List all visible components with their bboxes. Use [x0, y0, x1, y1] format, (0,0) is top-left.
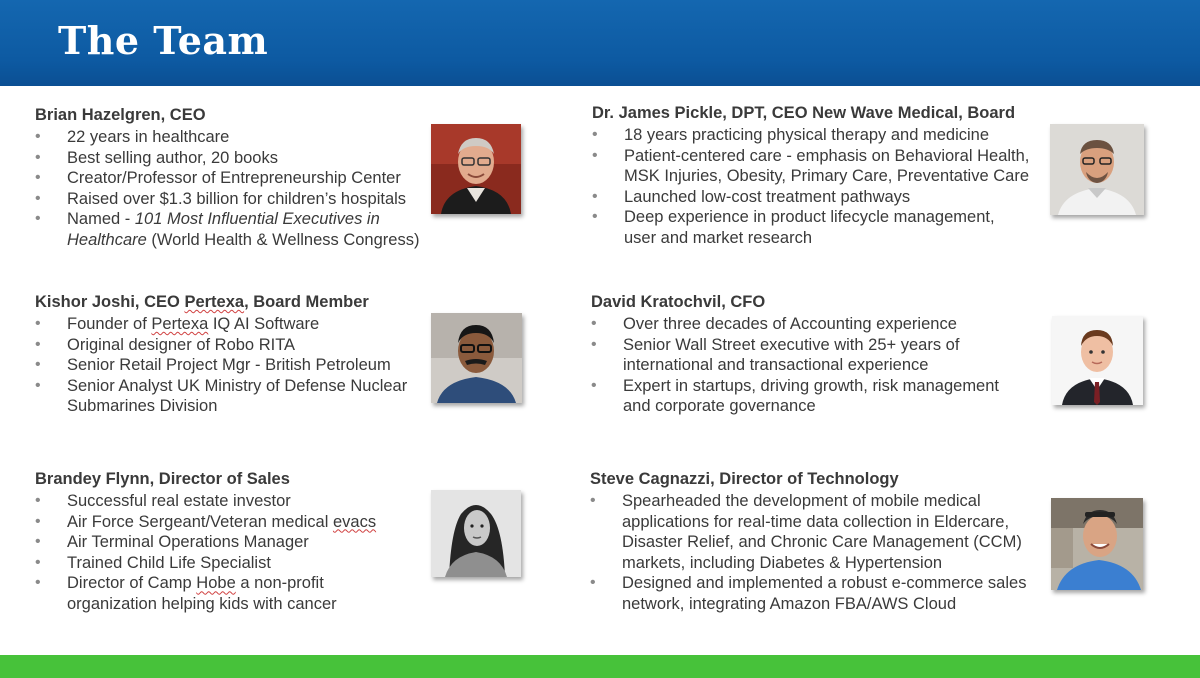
bullet-term: evacs — [332, 512, 377, 531]
bullet-text-cont: user and market research — [624, 228, 813, 247]
bullet-item: • Trained Child Life Specialist — [35, 553, 435, 574]
bullet-text: Named - — [67, 210, 135, 229]
bullet-text-cont: Submarines Division — [67, 397, 218, 416]
bullet-item — [592, 146, 1052, 187]
team-member-brian — [35, 106, 435, 251]
member-bullets — [35, 314, 435, 417]
bullet-text: Deep experience in product lifecycle management, — [624, 208, 995, 227]
member-bullets — [35, 127, 435, 251]
bullet-text: Expert in startups, driving growth, risk management — [623, 376, 999, 395]
bullet-text-cont: international and transactional experience — [623, 356, 929, 375]
bullet-item: • Creator/Professor of Entrepreneurship Center — [35, 168, 435, 189]
name-role: , Board Member — [244, 293, 369, 311]
bullet-text-cont: network, integrating Amazon FBA/AWS Cloud — [622, 594, 957, 613]
portrait-man-blue-shirt-icon — [1051, 498, 1143, 590]
bullet-text: IQ AI Software — [208, 315, 320, 333]
bullet-text-cont: markets, including Diabetes & Hypertension — [622, 553, 943, 572]
bullet-item: • Launched low-cost treatment pathways — [592, 187, 1052, 208]
member-bullets — [592, 125, 1052, 249]
member-name: Brian Hazelgren, CEO — [35, 106, 206, 124]
portrait-man-suit-icon — [1052, 316, 1143, 405]
member-name: Steve Cagnazzi, Director of Technology — [590, 470, 899, 488]
bullet-text: Director of Camp — [67, 574, 197, 593]
member-name: Dr. James Pickle, DPT, CEO New Wave Medical, Board — [592, 104, 1016, 122]
bullet-item — [590, 573, 1052, 614]
bullet-item — [592, 207, 1052, 248]
company-name: Pertexa — [151, 315, 209, 333]
team-member-brandey — [35, 470, 435, 615]
bullet-item: • Successful real estate investor — [35, 491, 435, 512]
bullet-item — [591, 376, 1051, 417]
member-bullets — [590, 491, 1052, 615]
award-source: (World Health & Wellness Congress) — [146, 230, 420, 249]
bullet-text: Patient-centered care - emphasis on Behavioral Health, — [624, 146, 1030, 165]
name-text: Kishor Joshi, CEO — [35, 293, 185, 311]
member-name: David Kratochvil, CFO — [591, 293, 766, 311]
bullet-item — [35, 512, 435, 533]
bullet-item — [35, 209, 435, 250]
bullet-text-cont: MSK Injuries, Obesity, Primary Care, Preventative Care — [624, 167, 1029, 186]
bullet-item: • Raised over $1.3 billion for children’s hospitals — [35, 189, 435, 210]
member-bullets — [591, 314, 1051, 417]
bullet-item — [35, 314, 435, 335]
bullet-text: Air Force Sergeant/Veteran medical — [67, 512, 333, 531]
bullet-text: a non-profit — [235, 574, 324, 593]
bullet-item: • Over three decades of Accounting experience — [591, 314, 1051, 335]
team-member-steve — [590, 470, 1052, 615]
award-title: 101 Most Influential Executives in — [134, 210, 380, 229]
bullet-item: • Best selling author, 20 books — [35, 148, 435, 169]
page-title: The Team — [58, 18, 269, 63]
award-title-cont: Healthcare — [67, 230, 147, 249]
bullet-text: Founder of — [67, 315, 152, 333]
member-bullets — [35, 491, 435, 615]
portrait-man-glasses-icon — [431, 313, 522, 403]
camp-name: Hobe — [196, 574, 236, 593]
bullet-item — [35, 573, 435, 614]
bullet-text-cont: Disaster Relief, and Chronic Care Management (CCM) — [622, 533, 1022, 552]
bullet-item: • 22 years in healthcare — [35, 127, 435, 148]
portrait-man-glasses-icon — [431, 124, 521, 214]
member-name: Brandey Flynn, Director of Sales — [35, 470, 290, 488]
bullet-text: Spearheaded the development of mobile medical — [622, 492, 981, 510]
slide-header — [0, 0, 1200, 86]
bullet-text: Designed and implemented a robust e-commerce sales — [622, 574, 1027, 593]
bullet-item — [590, 491, 1052, 573]
company-name: Pertexa — [184, 293, 245, 311]
bullet-text-cont: applications for real-time data collection in Eldercare, — [622, 512, 1010, 531]
bullet-item: • Senior Retail Project Mgr - British Petroleum — [35, 355, 435, 376]
member-name — [35, 293, 435, 312]
team-member-kishor — [35, 293, 435, 417]
bullet-text-cont: and corporate governance — [623, 397, 816, 416]
bullet-item: • Original designer of Robo RITA — [35, 335, 435, 356]
bullet-item: • 18 years practicing physical therapy and medicine — [592, 125, 1052, 146]
bullet-item — [35, 376, 435, 417]
team-member-david — [591, 293, 1051, 417]
team-member-james — [592, 104, 1052, 249]
portrait-man-glasses-icon — [1050, 124, 1144, 215]
bullet-item — [591, 335, 1051, 376]
portrait-woman-icon — [431, 490, 521, 577]
bullet-text-cont: organization helping kids with cancer — [67, 594, 337, 613]
bullet-text: Senior Analyst UK Ministry of Defense Nuclear — [67, 376, 408, 395]
footer-bar — [0, 655, 1200, 678]
bullet-item: • Air Terminal Operations Manager — [35, 532, 435, 553]
bullet-text: Senior Wall Street executive with 25+ years of — [623, 335, 960, 354]
